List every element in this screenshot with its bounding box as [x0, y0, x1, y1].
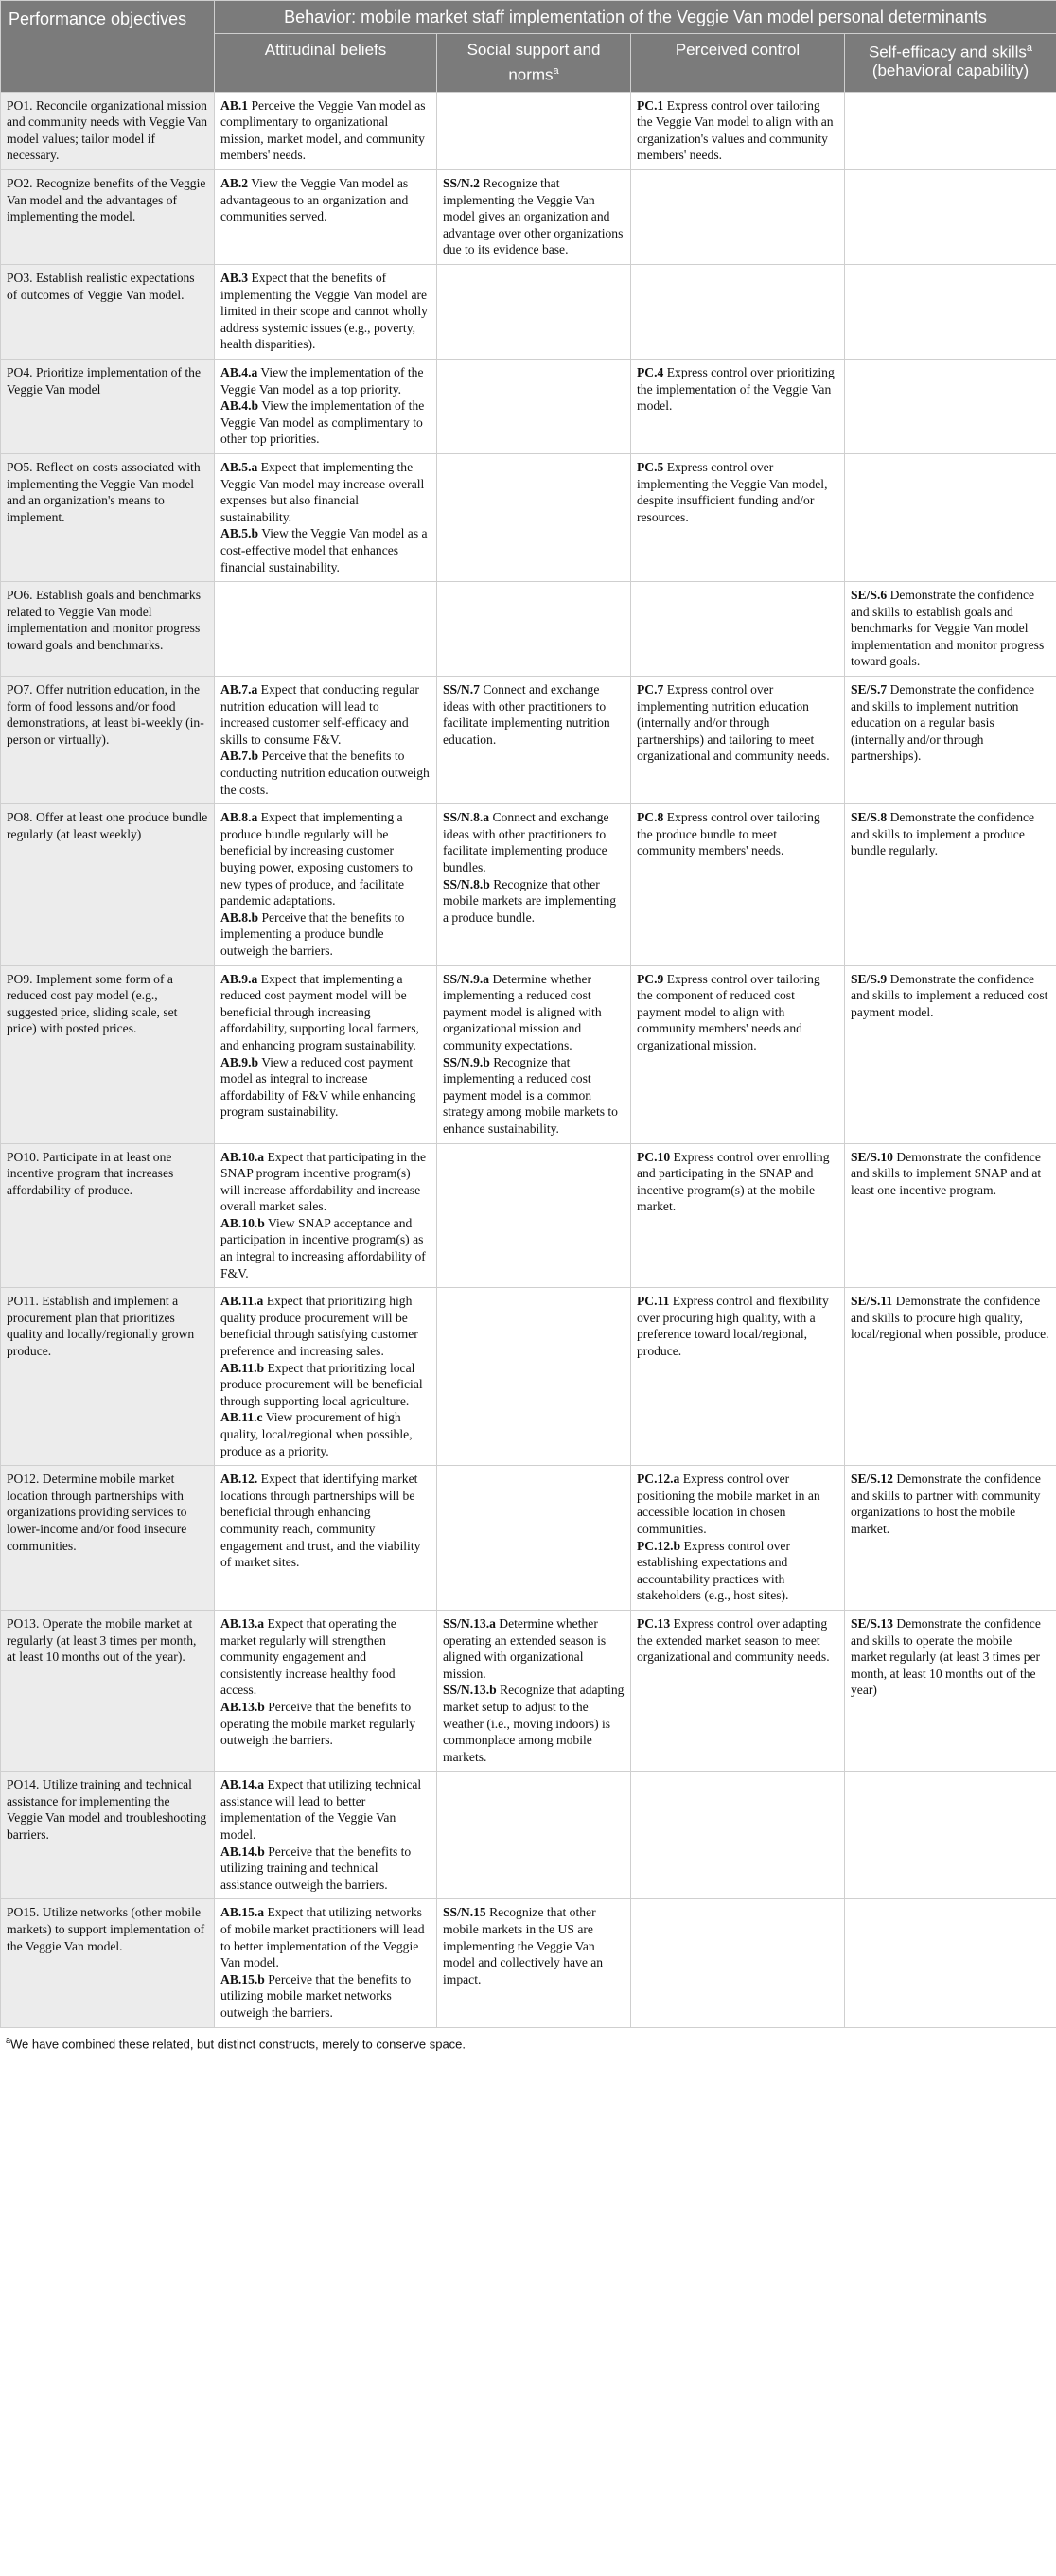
- determinant-item: [637, 1293, 838, 1359]
- determinant-code: AB.11.b: [220, 1360, 265, 1375]
- determinant-text: Recognize that other mobile markets are implementing a produce bundle.: [443, 876, 617, 925]
- determinant-item: [220, 748, 431, 798]
- determinant-text: Express control over tailoring the Veggie Van model to align with an organization's values and community members' needs.: [637, 97, 834, 163]
- attitudinal-beliefs-cell: [215, 1772, 437, 1899]
- self-efficacy-cell: [845, 677, 1056, 804]
- table-row: [1, 965, 1056, 1143]
- determinant-code: AB.1: [220, 97, 249, 113]
- self-efficacy-cell: [845, 582, 1056, 677]
- determinant-text: Express control over enrolling and participating in the SNAP and incentive program(s) at the mobile market.: [637, 1149, 830, 1214]
- performance-objective-cell: PO5. Reflect on costs associated with implementing the Veggie Van model and an organization's means to implement.: [1, 453, 215, 581]
- determinant-code: PC.5: [637, 459, 664, 474]
- determinant-item: [637, 1149, 838, 1215]
- table-row: [1, 1899, 1056, 2027]
- determinant-item: [851, 1149, 1050, 1199]
- table-row: [1, 804, 1056, 965]
- self-efficacy-cell: [845, 804, 1056, 965]
- perceived-control-cell: [631, 582, 845, 677]
- perceived-control-cell: [631, 265, 845, 360]
- determinant-item: [220, 1904, 431, 1970]
- determinant-text: Expect that utilizing networks of mobile market practitioners will lead to better implementation of the Veggie Van model.: [220, 1905, 425, 1970]
- determinant-item: [220, 1215, 431, 1281]
- determinant-text: Perceive the Veggie Van model as complimentary to organizational mission, market model, and community members' needs.: [220, 97, 426, 163]
- determinant-text: Express control over positioning the mobile market in an accessible location in chosen communities.: [637, 1472, 820, 1536]
- social-support-cell: [437, 677, 631, 804]
- determinant-item: [851, 1615, 1050, 1699]
- attitudinal-beliefs-cell: [215, 677, 437, 804]
- determinant-item: [637, 459, 838, 525]
- determinant-item: [220, 459, 431, 525]
- determinant-item: [637, 681, 838, 765]
- social-support-cell: [437, 359, 631, 453]
- determinant-code: AB.14.b: [220, 1844, 265, 1859]
- table-row: [1, 1772, 1056, 1899]
- determinant-text: Connect and exchange ideas with other practitioners to facilitate implementing produce bundles.: [443, 810, 609, 874]
- footnote: $^a$We have combined these related, but distinct constructs, merely to conserve space.: [6, 2035, 466, 2051]
- determinant-code: PC.13: [637, 1615, 671, 1631]
- determinant-text: Recognize that implementing the Veggie Van model gives an organization and advantage over other organizations due to its evidence base.: [443, 176, 624, 257]
- attitudinal-beliefs-cell: [215, 1610, 437, 1771]
- determinant-code: AB.9.a: [220, 971, 258, 986]
- determinant-code: AB.11.a: [220, 1294, 264, 1309]
- determinant-code: AB.5.b: [220, 526, 259, 541]
- determinant-item: [443, 175, 625, 258]
- determinant-text: Expect that identifying market locations through partnerships will be beneficial through enhancing community reach, community engagement and trust, and the viability of market sites.: [220, 1472, 421, 1570]
- determinant-text: Express control over implementing nutrition education (internally and/or through partnerships) and tailoring to meet organizational and community needs.: [637, 682, 830, 764]
- determinant-item: [220, 1699, 431, 1749]
- determinant-item: [220, 1293, 431, 1359]
- determinant-code: SS/N.8.b: [443, 876, 490, 891]
- performance-objective-cell: PO8. Offer at least one produce bundle regularly (at least weekly): [1, 804, 215, 965]
- determinant-code: PC.4: [637, 364, 664, 379]
- perceived-control-cell: [631, 1466, 845, 1611]
- performance-objective-cell: PO2. Recognize benefits of the Veggie Van model and the advantages of implementing the model.: [1, 170, 215, 265]
- determinant-text: Demonstrate the confidence and skills to procure high quality, local/regional when possible, produce.: [851, 1294, 1049, 1342]
- determinant-text: Perceive that the benefits to operating the mobile market regularly outweigh the barriers.: [220, 1699, 416, 1748]
- determinant-code: SE/S.6: [851, 588, 888, 603]
- determinant-code: SE/S.10: [851, 1149, 893, 1164]
- determinant-text: View the implementation of the Veggie Van model as complimentary to other top priorities.: [220, 398, 425, 447]
- determinant-text: Demonstrate the confidence and skills to partner with community organizations to host the mobile market.: [851, 1472, 1041, 1536]
- determinant-text: View the Veggie Van model as advantageous to an organization and communities served.: [220, 176, 409, 224]
- determinant-text: Expect that the benefits of implementing the Veggie Van model are limited in their scope and cannot wholly address systemic issues (e.g., poverty, health disparities).: [220, 271, 428, 352]
- determinant-text: Express control and flexibility over procuring high quality, with a preference toward local/regional, produce.: [637, 1294, 829, 1359]
- determinant-code: SE/S.12: [851, 1472, 893, 1487]
- self-efficacy-cell: [845, 170, 1056, 265]
- attitudinal-beliefs-cell: [215, 1466, 437, 1611]
- determinant-code: AB.11.c: [220, 1410, 263, 1425]
- self-efficacy-cell: [845, 265, 1056, 360]
- social-support-cell: [437, 965, 631, 1143]
- determinant-code: AB.3: [220, 271, 249, 285]
- determinant-text: Perceive that the benefits to utilizing mobile market networks outweigh the barriers.: [220, 1971, 412, 2020]
- perceived-control-cell: [631, 804, 845, 965]
- determinant-item: [637, 1538, 838, 1604]
- perceived-control-cell: [631, 92, 845, 169]
- attitudinal-beliefs-cell: [215, 453, 437, 581]
- determinant-text: Express control over prioritizing the implementation of the Veggie Van model.: [637, 364, 835, 414]
- determinant-code: AB.4.a: [220, 364, 258, 379]
- social-support-cell: [437, 1772, 631, 1899]
- self-efficacy-cell: [845, 1772, 1056, 1899]
- determinant-item: [443, 1682, 625, 1765]
- determinant-text: Demonstrate the confidence and skills to implement SNAP and at least one incentive program.: [851, 1149, 1042, 1197]
- self-efficacy-cell: [845, 453, 1056, 581]
- determinant-text: Express control over adapting the extended market season to meet organizational and community needs.: [637, 1615, 830, 1665]
- self-efficacy-cell: [845, 1899, 1056, 2027]
- performance-objective-cell: PO3. Establish realistic expectations of outcomes of Veggie Van model.: [1, 265, 215, 360]
- determinant-code: SE/S.9: [851, 971, 888, 986]
- attitudinal-beliefs-cell: [215, 965, 437, 1143]
- table-row: [1, 170, 1056, 265]
- performance-objective-cell: PO7. Offer nutrition education, in the form of food lessons and/or food demonstrations, at least bi-weekly (in-person or virtually).: [1, 677, 215, 804]
- determinant-item: [220, 1844, 431, 1894]
- determinant-code: AB.7.a: [220, 682, 258, 697]
- attitudinal-beliefs-cell: [215, 92, 437, 169]
- table-row: [1, 92, 1056, 169]
- perceived-control-cell: [631, 1772, 845, 1899]
- determinant-code: SE/S.11: [851, 1294, 893, 1309]
- determinant-code: PC.1: [637, 97, 664, 113]
- performance-objective-cell: PO15. Utilize networks (other mobile markets) to support implementation of the Veggie Van model.: [1, 1899, 215, 2027]
- determinant-code: AB.9.b: [220, 1054, 259, 1069]
- determinant-item: [443, 809, 625, 875]
- determinant-item: [220, 175, 431, 225]
- attitudinal-beliefs-cell: [215, 1143, 437, 1288]
- determinant-text: Recognize that adapting market setup to adjust to the weather (i.e., moving indoors) is commonplace among mobile markets.: [443, 1683, 625, 1764]
- table-row: [1, 453, 1056, 581]
- determinant-code: AB.2: [220, 176, 249, 191]
- determinant-text: Express control over implementing the Veggie Van model, despite insufficient funding and/or resources.: [637, 459, 828, 524]
- social-support-cell: [437, 1288, 631, 1466]
- performance-objective-cell: PO6. Establish goals and benchmarks related to Veggie Van model implementation and monitor progress toward goals and benchmarks.: [1, 582, 215, 677]
- determinant-code: PC.9: [637, 971, 664, 986]
- table-body: [1, 92, 1056, 2027]
- attitudinal-beliefs-cell: [215, 804, 437, 965]
- determinant-text: Recognize that implementing a reduced cost payment model is a common strategy among mobile markets to enhance sustainability.: [443, 1054, 618, 1136]
- determinant-item: [220, 681, 431, 748]
- determinant-item: [851, 1293, 1050, 1343]
- social-support-cell: [437, 582, 631, 677]
- self-efficacy-cell: [845, 359, 1056, 453]
- determinant-item: [443, 1054, 625, 1138]
- determinant-item: [637, 809, 838, 859]
- attitudinal-beliefs-cell: [215, 359, 437, 453]
- determinant-text: View the implementation of the Veggie Van model as a top priority.: [220, 364, 424, 397]
- determinant-text: Determine whether operating an extended season is aligned with organizational mission.: [443, 1615, 607, 1681]
- header-perceived-control: Perceived control: [631, 34, 845, 93]
- determinant-code: AB.13.a: [220, 1615, 265, 1631]
- determinant-code: AB.15.b: [220, 1971, 265, 1986]
- attitudinal-beliefs-cell: [215, 170, 437, 265]
- determinant-text: Expect that implementing a reduced cost payment model will be beneficial through increasing affordability, supporting local farmers, and enhancing program sustainability.: [220, 971, 419, 1052]
- determinant-text: Recognize that other mobile markets in the US are implementing the Veggie Van model and collectively have an impact.: [443, 1905, 604, 1986]
- determinant-text: Demonstrate the confidence and skills to operate the mobile market regularly (at least 3 times per month, at least 10 months out of the year): [851, 1615, 1041, 1698]
- determinant-item: [637, 971, 838, 1054]
- determinant-text: Demonstrate the confidence and skills to implement a produce bundle regularly.: [851, 810, 1035, 858]
- table-row: [1, 677, 1056, 804]
- table-row: [1, 1466, 1056, 1611]
- determinant-code: AB.10.a: [220, 1149, 265, 1164]
- self-efficacy-cell: [845, 1143, 1056, 1288]
- performance-objective-cell: PO11. Establish and implement a procurement plan that prioritizes quality and locally/regionally grown produce.: [1, 1288, 215, 1466]
- header-attitudinal-beliefs: Attitudinal beliefs: [215, 34, 437, 93]
- determinant-text: Expect that implementing the Veggie Van model may increase overall expenses but also financial sustainability.: [220, 459, 425, 524]
- determinant-code: AB.13.b: [220, 1699, 265, 1714]
- determinant-text: Perceive that the benefits to utilizing training and technical assistance outweigh the barriers.: [220, 1844, 412, 1892]
- determinant-item: [443, 1615, 625, 1682]
- perceived-control-cell: [631, 170, 845, 265]
- performance-objective-cell: PO10. Participate in at least one incentive program that increases affordability of produce.: [1, 1143, 215, 1288]
- determinant-item: [220, 270, 431, 353]
- determinant-code: AB.14.a: [220, 1777, 265, 1792]
- determinant-item: [220, 1409, 431, 1459]
- determinant-item: [851, 1471, 1050, 1537]
- social-support-cell: [437, 1143, 631, 1288]
- determinant-code: AB.8.b: [220, 909, 259, 925]
- attitudinal-beliefs-cell: [215, 1288, 437, 1466]
- determinant-item: [220, 1149, 431, 1215]
- determinant-text: Expect that utilizing technical assistance will lead to better implementation of the Veggie Van model.: [220, 1777, 422, 1843]
- perceived-control-cell: [631, 453, 845, 581]
- determinant-text: View procurement of high quality, local/regional when possible, produce as a priority.: [220, 1410, 413, 1458]
- table-row: [1, 1610, 1056, 1771]
- determinant-text: Connect and exchange ideas with other practitioners to facilitate implementing nutrition education.: [443, 682, 610, 747]
- determinant-item: [851, 809, 1050, 859]
- determinant-text: Perceive that the benefits to implementing a produce bundle outweigh the barriers.: [220, 909, 405, 958]
- determinant-code: PC.8: [637, 810, 664, 825]
- performance-objective-cell: PO14. Utilize training and technical assistance for implementing the Veggie Van model and troubleshooting barriers.: [1, 1772, 215, 1899]
- table-row: [1, 359, 1056, 453]
- determinant-item: [637, 1471, 838, 1537]
- self-efficacy-cell: [845, 1288, 1056, 1466]
- social-support-cell: [437, 1610, 631, 1771]
- determinant-code: SS/N.8.a: [443, 810, 490, 825]
- perceived-control-cell: [631, 965, 845, 1143]
- determinant-code: AB.12.: [220, 1472, 258, 1487]
- determinant-item: [443, 876, 625, 926]
- determinant-code: SE/S.13: [851, 1615, 893, 1631]
- self-efficacy-cell: [845, 1466, 1056, 1611]
- determinant-item: [637, 1615, 838, 1666]
- perceived-control-cell: [631, 1143, 845, 1288]
- determinant-code: AB.8.a: [220, 810, 258, 825]
- determinant-text: Expect that prioritizing local produce procurement will be beneficial through supporting local agriculture.: [220, 1360, 423, 1408]
- determinant-text: Demonstrate the confidence and skills to implement a reduced cost payment model.: [851, 971, 1048, 1019]
- social-support-cell: [437, 92, 631, 169]
- social-support-cell: [437, 804, 631, 965]
- determinant-code: SS/N.15: [443, 1905, 486, 1920]
- determinant-text: View SNAP acceptance and participation in incentive program(s) as an integral to increasing affordability of F&V.: [220, 1215, 426, 1280]
- header-performance-objectives: Performance objectives: [1, 1, 215, 93]
- determinant-code: SS/N.9.b: [443, 1054, 490, 1069]
- determinant-code: SS/N.13.a: [443, 1615, 496, 1631]
- social-support-cell: [437, 1899, 631, 2027]
- determinant-item: [220, 809, 431, 909]
- determinant-code: SS/N.9.a: [443, 971, 490, 986]
- determinant-item: [220, 1054, 431, 1120]
- determinant-code: AB.10.b: [220, 1215, 265, 1230]
- self-efficacy-cell: [845, 1610, 1056, 1771]
- determinant-text: Express control over tailoring the produce bundle to meet community members' needs.: [637, 810, 820, 858]
- determinant-code: AB.15.a: [220, 1905, 265, 1920]
- determinant-text: Expect that participating in the SNAP program incentive program(s) will increase affordability and increase overall market sales.: [220, 1149, 427, 1214]
- header-behavior: Behavior: mobile market staff implementation of the Veggie Van model personal determinants: [215, 1, 1056, 34]
- performance-objective-cell: PO13. Operate the mobile market at regularly (at least 3 times per month, at least 10 months out of the year).: [1, 1610, 215, 1771]
- determinant-item: [220, 525, 431, 575]
- determinant-code: AB.5.a: [220, 459, 258, 474]
- perceived-control-cell: [631, 359, 845, 453]
- performance-objective-cell: PO12. Determine mobile market location through partnerships with organizations providing services to lower-income and/or food insecure communities.: [1, 1466, 215, 1611]
- determinant-item: [851, 587, 1050, 670]
- determinant-item: [220, 397, 431, 448]
- self-efficacy-cell: [845, 92, 1056, 169]
- determinant-text: Perceive that the benefits to conducting nutrition education outweigh the costs.: [220, 749, 430, 797]
- determinant-item: [443, 681, 625, 748]
- determinant-code: AB.4.b: [220, 398, 259, 414]
- social-support-cell: [437, 170, 631, 265]
- social-support-cell: [437, 1466, 631, 1611]
- determinant-item: [220, 1776, 431, 1843]
- table-row: [1, 265, 1056, 360]
- determinant-item: [220, 97, 431, 164]
- table-row: [1, 582, 1056, 677]
- determinant-item: [443, 1904, 625, 1987]
- determinant-code: PC.12.a: [637, 1472, 680, 1487]
- perceived-control-cell: [631, 677, 845, 804]
- header-self-efficacy: Self-efficacy and skills$^a$ (behavioral capability): [845, 34, 1056, 93]
- attitudinal-beliefs-cell: [215, 582, 437, 677]
- determinant-code: PC.7: [637, 682, 664, 697]
- determinant-item: [220, 364, 431, 397]
- perceived-control-cell: [631, 1288, 845, 1466]
- determinant-text: Expect that prioritizing high quality produce procurement will be beneficial through satisfying customer preference and increasing sales.: [220, 1294, 418, 1359]
- determinant-text: Expect that conducting regular nutrition education will lead to increased customer self-efficacy and skills to consume F&V.: [220, 682, 419, 747]
- performance-objective-cell: PO1. Reconcile organizational mission and community needs with Veggie Van model values; tailor model if necessary.: [1, 92, 215, 169]
- attitudinal-beliefs-cell: [215, 265, 437, 360]
- determinant-code: SS/N.13.b: [443, 1683, 497, 1698]
- determinant-item: [220, 1471, 431, 1571]
- social-support-cell: [437, 453, 631, 581]
- determinant-text: Express control over tailoring the component of reduced cost payment model to align with community members' needs and organizational mission.: [637, 971, 820, 1052]
- determinant-item: [851, 971, 1050, 1021]
- determinant-item: [220, 1971, 431, 2021]
- attitudinal-beliefs-cell: [215, 1899, 437, 2027]
- table-row: [1, 1143, 1056, 1288]
- determinant-text: View a reduced cost payment model as integral to increase affordability of F&V while enhancing program sustainability.: [220, 1054, 416, 1120]
- determinant-text: Expect that operating the market regularly will strengthen community engagement and consistently increase healthy food access.: [220, 1615, 396, 1698]
- determinant-code: AB.7.b: [220, 749, 259, 764]
- determinant-code: SE/S.8: [851, 810, 888, 825]
- perceived-control-cell: [631, 1610, 845, 1771]
- determinant-code: PC.11: [637, 1294, 670, 1309]
- performance-objective-cell: PO9. Implement some form of a reduced cost pay model (e.g., suggested price, sliding scale, set price) with posted prices.: [1, 965, 215, 1143]
- determinant-item: [637, 364, 838, 415]
- table-row: [1, 1288, 1056, 1466]
- social-support-cell: [437, 265, 631, 360]
- determinant-code: SS/N.7: [443, 682, 480, 697]
- self-efficacy-cell: [845, 965, 1056, 1143]
- header-social-support: Social support and norms$^a$: [437, 34, 631, 93]
- determinant-text: Express control over establishing expectations and accountability practices with stakeholders (e.g., host sites).: [637, 1538, 790, 1603]
- determinant-item: [637, 97, 838, 164]
- determinant-item: [851, 681, 1050, 765]
- determinant-item: [220, 971, 431, 1054]
- determinant-text: Expect that implementing a produce bundle regularly will be beneficial by increasing customer buying power, exposing customers to new types of produce, and facilitate pandemic adaptations.: [220, 810, 413, 909]
- performance-objective-cell: PO4. Prioritize implementation of the Veggie Van model: [1, 359, 215, 453]
- determinant-code: SS/N.2: [443, 176, 480, 191]
- determinant-item: [443, 971, 625, 1054]
- determinant-item: [220, 1615, 431, 1699]
- determinant-item: [220, 909, 431, 960]
- determinant-text: Determine whether implementing a reduced cost payment model is aligned with organizational mission and community expectations.: [443, 971, 602, 1052]
- determinant-text: View the Veggie Van model as a cost-effective model that enhances financial sustainability.: [220, 526, 428, 574]
- determinant-code: PC.12.b: [637, 1538, 681, 1553]
- determinant-text: Demonstrate the confidence and skills to implement nutrition education on a regular basis (internally and/or through partnerships).: [851, 682, 1035, 764]
- determinant-item: [220, 1360, 431, 1410]
- determinant-text: Demonstrate the confidence and skills to establish goals and benchmarks for Veggie Van model implementation and monitor progress toward goals.: [851, 588, 1045, 669]
- perceived-control-cell: [631, 1899, 845, 2027]
- determinant-code: SE/S.7: [851, 682, 888, 697]
- determinant-code: PC.10: [637, 1149, 671, 1164]
